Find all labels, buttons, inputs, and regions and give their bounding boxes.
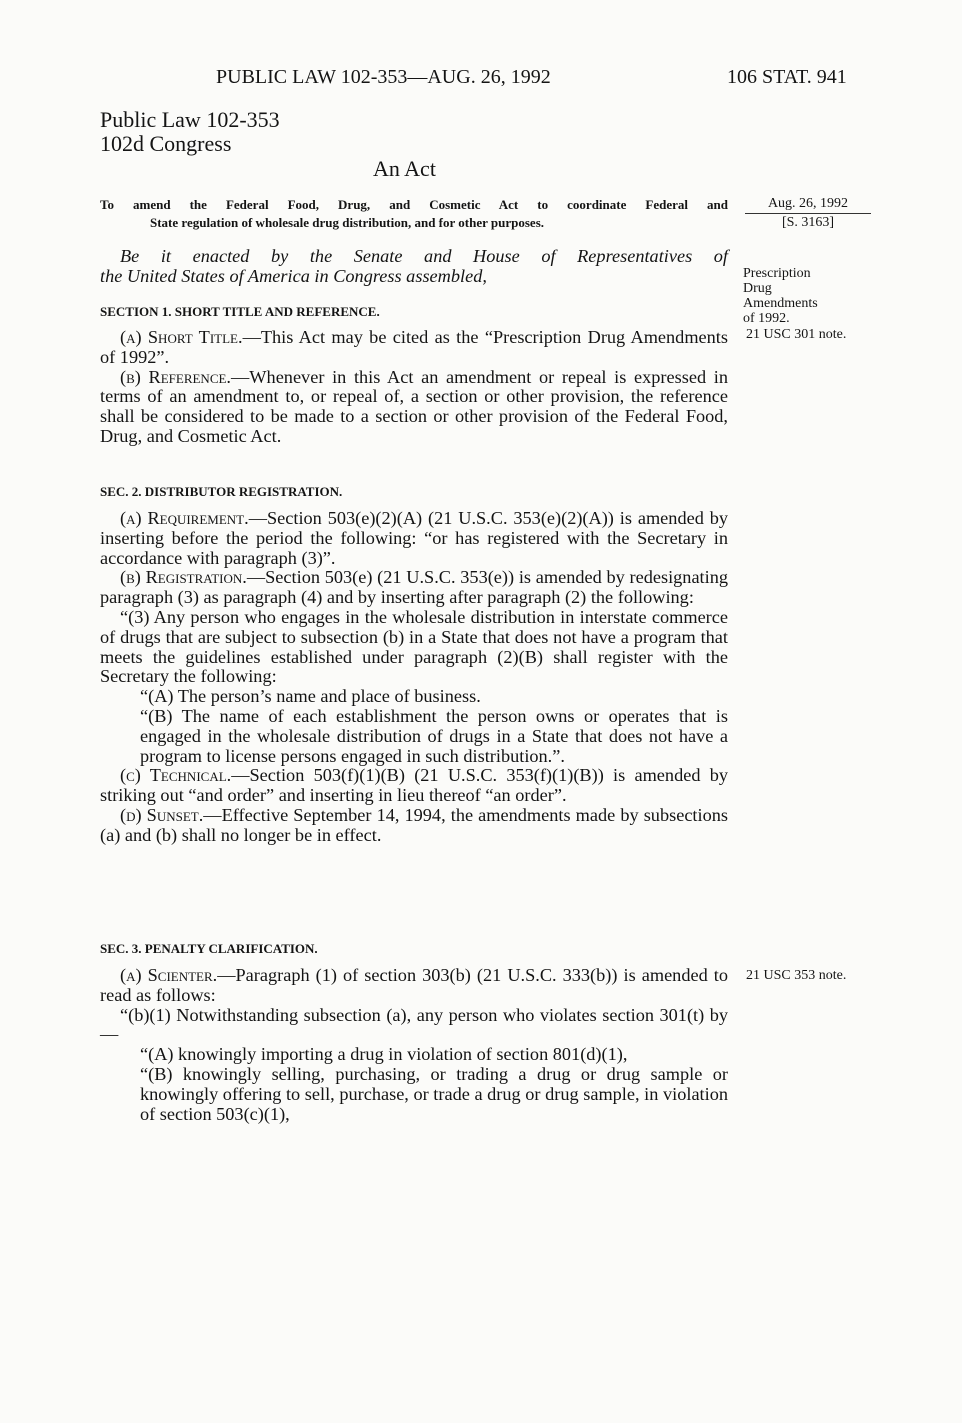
section-1-heading: SECTION 1. SHORT TITLE AND REFERENCE. <box>100 304 380 319</box>
section-2-heading: SEC. 2. DISTRIBUTOR REGISTRATION. <box>100 484 343 499</box>
section-3-quote-a: “(A) knowingly importing a drug in violation of section 801(d)(1), <box>140 1044 628 1065</box>
section-2-d <box>100 806 728 846</box>
section-1-a-label: (a) Short Title. <box>120 327 243 347</box>
section-2-quote-a: “(A) The person’s name and place of business. <box>140 686 481 707</box>
section-3-quote-b1: “(b)(1) Notwithstanding subsection (a), any person who violates section 301(t) by— <box>100 1004 728 1045</box>
purpose-clause <box>100 196 728 232</box>
section-2-a-text: —Section 503(e)(2)(A) (21 U.S.C. 353(e)(2)(A)) is amended by inserting before the period the following: “or has registered with the Secretary in accordance with paragraph (3)”. <box>100 508 728 568</box>
section-2-quote-3: “(3) Any person who engages in the wholesale distribution in interstate commerce of drugs that are subject to subsection (b) in a State that does not have a program that meets the guidelines established under paragraph (2)(B) shall register with the Secretary the following: <box>100 606 728 687</box>
section-1-b <box>100 368 728 447</box>
margin-short-title <box>743 266 818 326</box>
section-2-c-label: (c) Technical. <box>120 765 232 786</box>
margin-short-title-line: Drug <box>743 281 772 296</box>
purpose-line-1: To amend the Federal Food, Drug, and Cosmetic Act to coordinate Federal and <box>100 197 728 212</box>
section-1-body <box>100 328 728 447</box>
section-3-heading: SEC. 3. PENALTY CLARIFICATION. <box>100 941 318 956</box>
congress-label: 102d Congress <box>100 131 232 156</box>
purpose-line-2: State regulation of wholesale drug distribution, and for other purposes. <box>150 215 545 230</box>
enacting-clause <box>100 247 728 287</box>
section-1-a <box>100 328 728 368</box>
enacting-line-2: the United States of America in Congress assembled, <box>100 265 487 286</box>
running-header: PUBLIC LAW 102-353—AUG. 26, 1992 <box>216 66 551 88</box>
page-stat: 106 STAT. 941 <box>727 66 847 88</box>
margin-bill: [S. 3163] <box>781 215 835 230</box>
margin-short-title-line: Amendments <box>743 296 818 311</box>
section-1-b-text: —Whenever in this Act an amendment or repeal is expressed in terms of an amendment to, or repeal of, a section or other provision, the reference shall be considered to be made to a section or other provision of the Federal Food, Drug, and Cosmetic Act. <box>100 366 729 446</box>
margin-short-title-line: of 1992. <box>743 311 790 326</box>
section-2-a <box>100 509 728 568</box>
section-3-body <box>100 966 728 1124</box>
section-3-a-text: —Paragraph (1) of section 303(b) (21 U.S.C. 333(b)) is amended to read as follows: <box>100 965 728 1005</box>
margin-date: Aug. 26, 1992 <box>767 196 849 211</box>
margin-usc-note-1: 21 USC 301 note. <box>746 327 847 342</box>
section-2-quote-b: “(B) The name of each establishment the person owns or operates that is engaged in the wholesale distribution of drugs in a State that does not have a program to license persons engaged in such distribution.”. <box>140 705 728 766</box>
section-3-a <box>100 966 728 1006</box>
act-heading: An Act <box>373 156 436 181</box>
section-2-b <box>100 568 728 608</box>
section-1-b-label: (b) Reference. <box>120 366 232 387</box>
section-2-a-label: (a) Requirement. <box>120 508 249 528</box>
section-1-a-text: —This Act may be cited as the “Prescription Drug Amendments of 1992”. <box>100 327 728 367</box>
section-3-a-label: (a) Scienter. <box>120 965 218 985</box>
margin-date-note <box>745 196 871 231</box>
enacting-line-1: Be it enacted by the Senate and House of Representatives of <box>120 246 728 266</box>
section-3-quote-b: “(B) knowingly selling, purchasing, or trading a drug or drug sample or knowingly offering to sell, purchase, or trade a drug or drug sample, in violation of section 503(c)(1), <box>140 1063 728 1124</box>
section-2-d-text: —Effective September 14, 1994, the amendments made by subsections (a) and (b) shall no longer be in effect. <box>100 804 728 845</box>
public-law-number: Public Law 102-353 <box>100 107 280 132</box>
section-2-b-label: (b) Registration. <box>120 567 247 588</box>
section-2-c <box>100 766 728 806</box>
section-2-d-label: (d) Sunset. <box>120 804 204 825</box>
section-2-c-text: —Section 503(f)(1)(B) (21 U.S.C. 353(f)(1)(B)) is amended by striking out “and order” and inserting in lieu thereof “an order”. <box>100 765 728 806</box>
section-2-body <box>100 509 728 846</box>
margin-short-title-line: Prescription <box>743 266 811 281</box>
margin-usc-note-2: 21 USC 353 note. <box>746 968 847 983</box>
section-2-b-text: —Section 503(e) (21 U.S.C. 353(e)) is amended by redesignating paragraph (3) as paragraph (4) and by inserting after paragraph (2) the following: <box>100 567 728 608</box>
margin-rule <box>745 213 871 214</box>
